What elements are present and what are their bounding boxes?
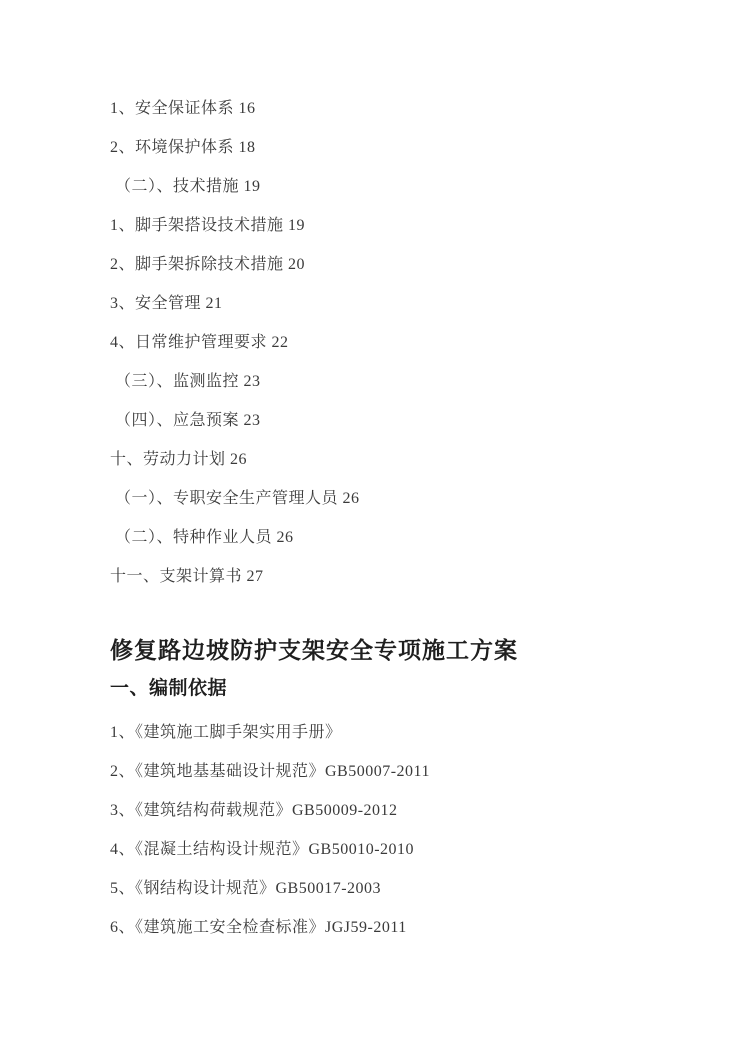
reference-item: 5、《钢结构设计规范》GB50017-2003 <box>110 880 382 897</box>
reference-item: 6、《建筑施工安全检查标准》JGJ59-2011 <box>110 919 407 936</box>
toc-entry: （四）、应急预案 23 <box>115 412 261 429</box>
toc-entry: 十一、支架计算书 27 <box>110 568 264 585</box>
reference-item: 1、《建筑施工脚手架实用手册》 <box>110 724 342 741</box>
toc-entry: 1、安全保证体系 16 <box>110 100 256 117</box>
reference-list <box>110 723 696 938</box>
reference-item: 3、《建筑结构荷载规范》GB50009-2012 <box>110 802 398 819</box>
toc-entry: 2、脚手架拆除技术措施 20 <box>110 256 306 273</box>
toc-entry: 3、安全管理 21 <box>110 295 223 312</box>
page-content <box>110 99 696 957</box>
section-heading: 一、编制依据 <box>110 678 228 699</box>
toc-entry: 4、日常维护管理要求 22 <box>110 334 289 351</box>
toc-entry: （二）、特种作业人员 26 <box>115 529 294 546</box>
toc-entry: 十、劳动力计划 26 <box>110 451 248 468</box>
table-of-contents <box>110 99 696 587</box>
document-title: 修复路边坡防护支架安全专项施工方案 <box>110 638 518 663</box>
reference-item: 4、《混凝土结构设计规范》GB50010-2010 <box>110 841 415 858</box>
toc-entry: 1、脚手架搭设技术措施 19 <box>110 217 306 234</box>
toc-entry: （三）、监测监控 23 <box>115 373 261 390</box>
reference-item: 2、《建筑地基基础设计规范》GB50007-2011 <box>110 763 430 780</box>
toc-entry: 2、环境保护体系 18 <box>110 139 256 156</box>
toc-entry: （一）、专职安全生产管理人员 26 <box>115 490 360 507</box>
toc-entry: （二）、技术措施 19 <box>115 178 261 195</box>
